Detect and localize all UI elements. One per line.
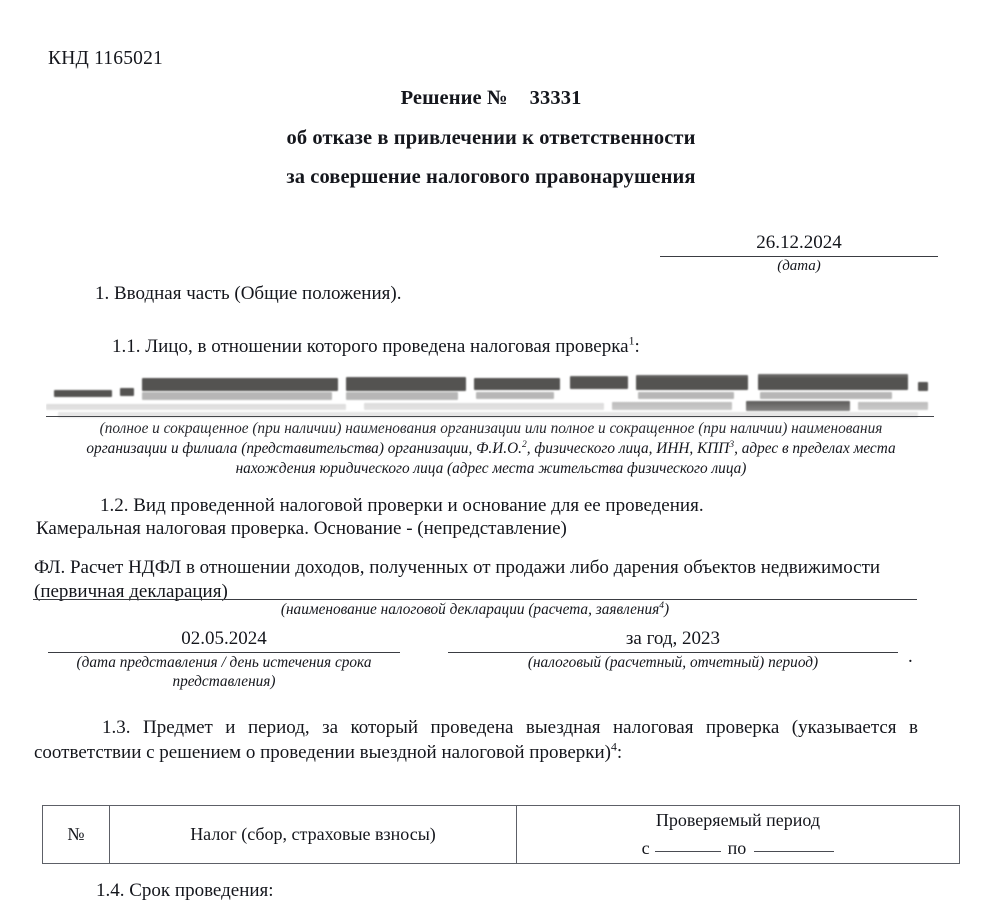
taxpayer-field-caption bbox=[46, 419, 936, 479]
trailing-period: . bbox=[908, 646, 913, 667]
redacted-field-rule bbox=[46, 416, 934, 417]
submission-date-caption: (дата представления / день истечения срока представления) bbox=[76, 654, 372, 690]
footnote-marker-3: 3 bbox=[729, 439, 735, 450]
table-header-period bbox=[517, 806, 960, 864]
decision-subtitle-line-1: об отказе в привлечении к ответственности bbox=[286, 126, 696, 149]
section-1-2-heading: 1.2. Вид проведенной налоговой проверки и основание для ее проведения. bbox=[100, 495, 704, 516]
table-header-row bbox=[43, 806, 960, 864]
submission-date-field bbox=[48, 628, 400, 691]
caption-2c: , адрес в пределах места bbox=[734, 439, 896, 457]
period-range bbox=[523, 838, 953, 859]
tax-period-field bbox=[448, 628, 898, 673]
table-header-tax: Налог (сбор, страховые взносы) bbox=[110, 806, 517, 864]
decision-title-line bbox=[0, 88, 982, 109]
decision-word: Решение № bbox=[400, 87, 508, 109]
caption-2b: , физического лица, ИНН, КПП bbox=[526, 439, 730, 457]
decision-number: 33331 bbox=[529, 87, 582, 109]
decision-subtitle-line-2: за совершение налогового правонарушения bbox=[286, 166, 696, 188]
declaration-field-caption bbox=[33, 601, 917, 619]
decision-date-field bbox=[660, 232, 938, 275]
period-from-blank[interactable] bbox=[655, 851, 721, 852]
tax-period-value: за год, 2023 bbox=[625, 628, 721, 649]
footnote-marker-4: 4 bbox=[659, 600, 665, 611]
declaration-field-rule bbox=[33, 599, 917, 600]
document-title-block bbox=[0, 88, 982, 188]
footnote-marker-4b: 4 bbox=[610, 740, 617, 754]
audit-period-table bbox=[42, 805, 960, 864]
declaration-caption-b: ) bbox=[664, 601, 670, 618]
submission-date-value: 02.05.2024 bbox=[181, 628, 267, 649]
section-1-4-heading: 1.4. Срок проведения: bbox=[96, 880, 274, 901]
caption-2a: организации и филиала (представительства) организации, Ф.И.О. bbox=[86, 439, 522, 457]
section-1-1-text: 1.1. Лицо, в отношении которого проведена налоговая проверка bbox=[112, 336, 629, 357]
taxpayer-caption-line-3: нахождения юридического лица (адрес места жительства физического лица) bbox=[235, 459, 747, 477]
section-1-3-colon: : bbox=[616, 741, 623, 763]
section-1-heading: 1. Вводная часть (Общие положения). bbox=[95, 283, 402, 304]
section-1-3-text: 1.3. Предмет и период, за который проведена выездная налоговая проверка (указывается в соответствии с решением о проведении выездной налоговой проверки) bbox=[34, 717, 918, 763]
taxpayer-caption-line-2 bbox=[46, 439, 936, 459]
section-1-1-heading bbox=[112, 336, 640, 358]
tax-period-caption: (налоговый (расчетный, отчетный) период) bbox=[527, 654, 819, 671]
redacted-taxpayer-name bbox=[46, 364, 934, 420]
period-to-label: по bbox=[727, 838, 747, 858]
period-to-blank[interactable] bbox=[754, 851, 834, 852]
footnote-marker-2: 2 bbox=[521, 439, 527, 450]
period-from-label: с bbox=[641, 838, 650, 858]
period-title: Проверяемый период bbox=[655, 810, 821, 830]
declaration-caption-a: (наименование налоговой декларации (расчета, заявления bbox=[280, 601, 660, 618]
decision-date-value: 26.12.2024 bbox=[756, 232, 842, 253]
decision-date-caption: (дата) bbox=[777, 258, 821, 274]
knd-code: КНД 1165021 bbox=[48, 48, 163, 69]
declaration-name-value: ФЛ. Расчет НДФЛ в отношении доходов, полученных от продажи либо дарения объектов недвижимости (первичная декларация) bbox=[34, 557, 881, 602]
section-1-3-paragraph bbox=[34, 716, 918, 765]
check-type-text: Камеральная налоговая проверка. Основание - (непредставление) bbox=[36, 518, 567, 539]
taxpayer-caption-line-1: (полное и сокращенное (при наличии) наименования организации или полное и сокращенное (при наличии) наименования bbox=[99, 420, 883, 437]
footnote-marker-1: 1 bbox=[628, 334, 635, 348]
table-header-number: № bbox=[43, 806, 110, 864]
section-1-1-colon: : bbox=[634, 336, 640, 357]
